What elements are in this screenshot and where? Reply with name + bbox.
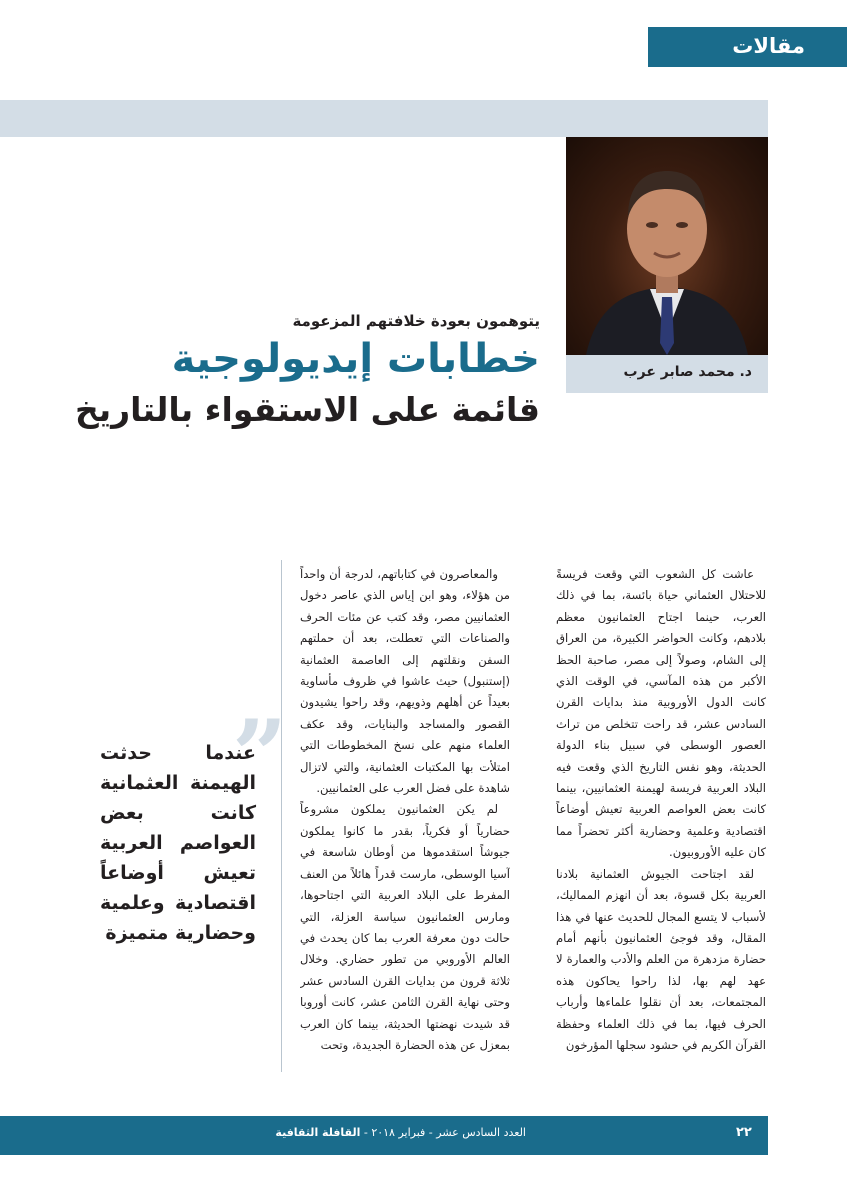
author-name: د. محمد صابر عرب bbox=[623, 364, 752, 380]
author-portrait-icon bbox=[566, 137, 768, 355]
body-column-left bbox=[300, 564, 510, 1074]
section-label: مقالات bbox=[732, 34, 805, 58]
body-paragraph: عاشت كل الشعوب التي وقعت فريسةً للاحتلال العثماني حياة بائسة، بما في ذلك العرب، حينما اجتاح العثمانيون معظم بلادهم، وكانت الحواضر الكبيرة، من العراق إلى الشام، وصولاً إلى مصر، صاحبة الحظ الأكبر من هذه المآسي، في الوقت الذي كانت الدول الأوروبية منذ بدايات القرن السادس عشر، قد راحت تتخلص من تراث العصور الوسطى في سبيل بناء الدولة الحديثة، وهو نفس التاريخ الذي وقعت فيه البلاد العربية فريسة لهيمنة العثمانيين، بينما كانت بعض العواصم العربية تعيش أوضاعاً اقتصادية وعلمية وحضارية أكثر تحضراً مما كان عليه الأوروبيون. bbox=[556, 567, 766, 860]
page-number: ٢٢ bbox=[736, 1125, 752, 1140]
body-paragraph: لم يكن العثمانيون يملكون مشروعاً حضارياً أو فكرياً، بقدر ما كانوا يملكون جيوشاً استقدموها من أوطان شاسعة في آسيا الوسطى، مارست قدراً هائلاً من العنف المفرط على البلاد العربية التي اجتاحوها، ومارس العثمانيون سياسة العزلة، التي حالت دون معرفة العرب بما كان يحدث في العالم الأوروبي من تطور حضاري. وخلال ثلاثة قرون من بدايات القرن السادس عشر وحتى نهاية القرن الثامن عشر، كانت أوروبا قد شيدت نهضتها الحديثة، بينما كان العرب بمعزل عن هذه الحضارة الجديدة، وتحت bbox=[300, 802, 510, 1052]
body-paragraph: والمعاصرون في كتاباتهم، لدرجة أن واحداً من هؤلاء، وهو ابن إياس الذي عاصر دخول العثمانيين مصر، وقد كتب عن مئات الحرف والصناعات التي تعطلت، بعد أن حملتهم السفن ونقلتهم إلى العاصمة العثمانية (إستنبول) حيث عاشوا في ظروف مأساوية بعيداً عن أهلهم وذويهم، وقد راحوا يشيدون القصور والمساجد والبنايات، وقد عكف العلماء منهم على نسخ المخطوطات التي امتلأت بها المكتبات العثمانية، والتي لاتزال شاهدة على فضل العرب على العثمانيين. bbox=[300, 567, 510, 796]
author-photo bbox=[566, 137, 768, 355]
article-kicker: يتوهمون بعودة خلافتهم المزعومة bbox=[292, 312, 540, 330]
article-title: خطابات إيديولوجية bbox=[171, 336, 540, 382]
column-divider bbox=[281, 560, 282, 1072]
article-subtitle: قائمة على الاستقواء بالتاريخ bbox=[74, 390, 540, 429]
header-band bbox=[0, 100, 768, 137]
body-column-right bbox=[556, 564, 766, 1074]
pull-quote: عندما حدثت الهيمنة العثمانية كانت بعض العواصم العربية تعيش أوضاعاً اقتصادية وعلمية وحضارية متميزة bbox=[100, 742, 256, 944]
body-paragraph: لقد اجتاحت الجيوش العثمانية بلادنا العربية بكل قسوة، بعد أن انهزم المماليك، لأسباب لا يتسع المجال للحديث عنها في هذا المقال، وقد فوجئ العثمانيون بأنهم أمام حضارة مزدهرة من العلم والأدب والعمارة لا عهد لهم بها، لذا راحوا يحاكون هذه المجتمعات، بعد أن نقلوا علماءها وأرباب الحرف فيها، بما في ذلك العلماء وحفظة القرآن الكريم في حشود سجلها المؤرخون bbox=[556, 866, 766, 1052]
author-caption bbox=[566, 355, 768, 393]
footer-bar bbox=[0, 1116, 768, 1155]
footer-magazine: القافلة الثقافية bbox=[275, 1126, 361, 1139]
footer-issue-text: العدد السادس عشر - فبراير ٢٠١٨ - bbox=[363, 1126, 526, 1139]
footer-issue bbox=[275, 1126, 526, 1139]
section-tab bbox=[648, 27, 847, 67]
quote-mark-icon: ” bbox=[232, 699, 288, 812]
